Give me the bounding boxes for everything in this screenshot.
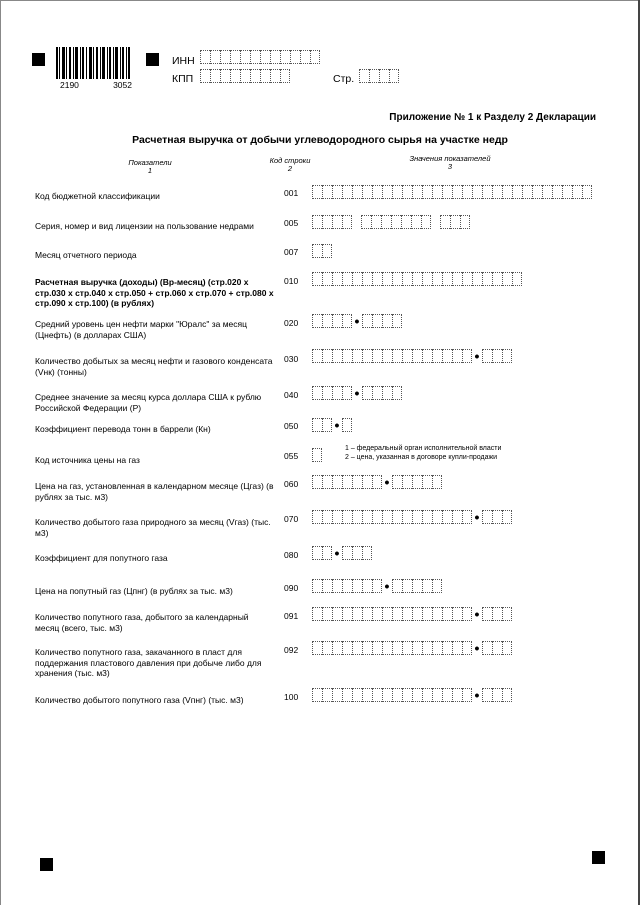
row-label-050: Коэффициент перевода тонн в баррели (Кн) (35, 424, 211, 434)
barcode (56, 47, 130, 79)
appendix-heading: Приложение № 1 к Разделу 2 Декларации (389, 112, 596, 123)
field-070[interactable] (312, 510, 512, 524)
decimal-point-080: • (334, 545, 340, 561)
row-label-055: Код источника цены на газ (35, 455, 140, 465)
field-020[interactable] (312, 314, 402, 328)
row-code-092: 092 (284, 645, 299, 655)
row-label-020: Средний уровень цен нефти марки "Юралс" за месяц (Цнефть) (в долларах США) (35, 319, 247, 340)
row-code-020: 020 (284, 318, 299, 328)
corner-marker-bottom-left (40, 858, 53, 871)
decimal-point-040: • (354, 385, 360, 401)
row-label-030: Количество добытых за месяц нефти и газового конденсата (Vнк) (тонны) (35, 356, 273, 377)
row-label-060: Цена на газ, установленная в календарном месяце (Цгаз) (в рублях за тыс. м3) (35, 481, 274, 502)
barcode-number-right: 3052 (113, 80, 132, 90)
field-090[interactable] (312, 579, 442, 593)
inn-label: ИНН (172, 55, 195, 67)
decimal-point-091: • (474, 606, 480, 622)
page-label: Стр. (333, 73, 355, 85)
kpp-label: КПП (172, 73, 194, 85)
row-code-005: 005 (284, 218, 299, 228)
row-label-090: Цена на попутный газ (Цпнг) (в рублях за тыс. м3) (35, 586, 233, 596)
kpp-field[interactable] (200, 69, 290, 83)
column-header-values: Значения показателей 3 (409, 154, 491, 171)
row-label-001: Код бюджетной классификации (35, 191, 160, 201)
row-label-080: Коэффициент для попутного газа (35, 553, 168, 563)
column-header-indicators: Показатели 1 (128, 158, 172, 175)
field-092[interactable] (312, 641, 512, 655)
decimal-point-070: • (474, 509, 480, 525)
field-001[interactable] (312, 185, 592, 199)
row-code-060: 060 (284, 479, 299, 489)
row-label-100: Количество добытого попутного газа (Vпнг) (тыс. м3) (35, 695, 244, 705)
row-code-050: 050 (284, 421, 299, 431)
row-code-007: 007 (284, 247, 299, 257)
decimal-point-060: • (384, 474, 390, 490)
barcode-number-left: 2190 (60, 80, 79, 90)
row-code-001: 001 (284, 188, 299, 198)
row-label-092: Количество попутного газа, закачанного в пласт для поддержания пластового давления при добыче либо для хранения (тыс. м3) (35, 647, 262, 678)
field-060[interactable] (312, 475, 442, 489)
row-code-090: 090 (284, 583, 299, 593)
decimal-point-030: • (474, 348, 480, 364)
column-header-code: Код строки 2 (269, 156, 311, 173)
decimal-point-092: • (474, 640, 480, 656)
decimal-point-100: • (474, 687, 480, 703)
corner-marker-top-left (32, 53, 45, 66)
row-code-080: 080 (284, 550, 299, 560)
form-title: Расчетная выручка от добычи углеводородного сырья на участке недр (132, 134, 508, 146)
decimal-point-090: • (384, 578, 390, 594)
field-010[interactable] (312, 272, 522, 286)
corner-marker-bottom-right (592, 851, 605, 864)
price-source-note: 1 – федеральный орган исполнительной власти 2 – цена, указанная в договоре купли-продажи (345, 445, 502, 461)
field-055[interactable] (312, 448, 322, 462)
row-code-010: 010 (284, 276, 299, 286)
decimal-point-050: • (334, 417, 340, 433)
row-code-091: 091 (284, 611, 299, 621)
field-091[interactable] (312, 607, 512, 621)
field-007[interactable] (312, 244, 332, 258)
row-label-010: Расчетная выручка (доходы) (Вр-месяц) (стр.020 х стр.030 х стр.040 х стр.050 + стр.060 х стр.070 + стр.080 х стр.090 х стр.100) (в рублях) (35, 277, 274, 308)
field-005[interactable] (312, 215, 470, 229)
row-label-091: Количество попутного газа, добытого за календарный месяц (всего, тыс. м3) (35, 612, 249, 633)
field-100[interactable] (312, 688, 512, 702)
row-code-040: 040 (284, 390, 299, 400)
decimal-point-020: • (354, 313, 360, 329)
row-code-100: 100 (284, 692, 299, 702)
field-050[interactable] (312, 418, 352, 432)
corner-marker-top-center (146, 53, 159, 66)
row-label-005: Серия, номер и вид лицензии на пользование недрами (35, 221, 254, 231)
row-label-040: Среднее значение за месяц курса доллара США к рублю Российской Федерации (Р) (35, 392, 262, 413)
field-030[interactable] (312, 349, 512, 363)
page-number-field[interactable] (359, 69, 399, 83)
row-label-070: Количество добытого газа природного за месяц (Vгаз) (тыс. м3) (35, 517, 271, 538)
row-code-070: 070 (284, 514, 299, 524)
field-080[interactable] (312, 546, 372, 560)
field-040[interactable] (312, 386, 402, 400)
row-label-007: Месяц отчетного периода (35, 250, 137, 260)
inn-field[interactable] (200, 50, 320, 64)
barcode-numbers (60, 80, 132, 90)
row-code-055: 055 (284, 451, 299, 461)
page-edge-top (0, 0, 640, 1)
row-code-030: 030 (284, 354, 299, 364)
